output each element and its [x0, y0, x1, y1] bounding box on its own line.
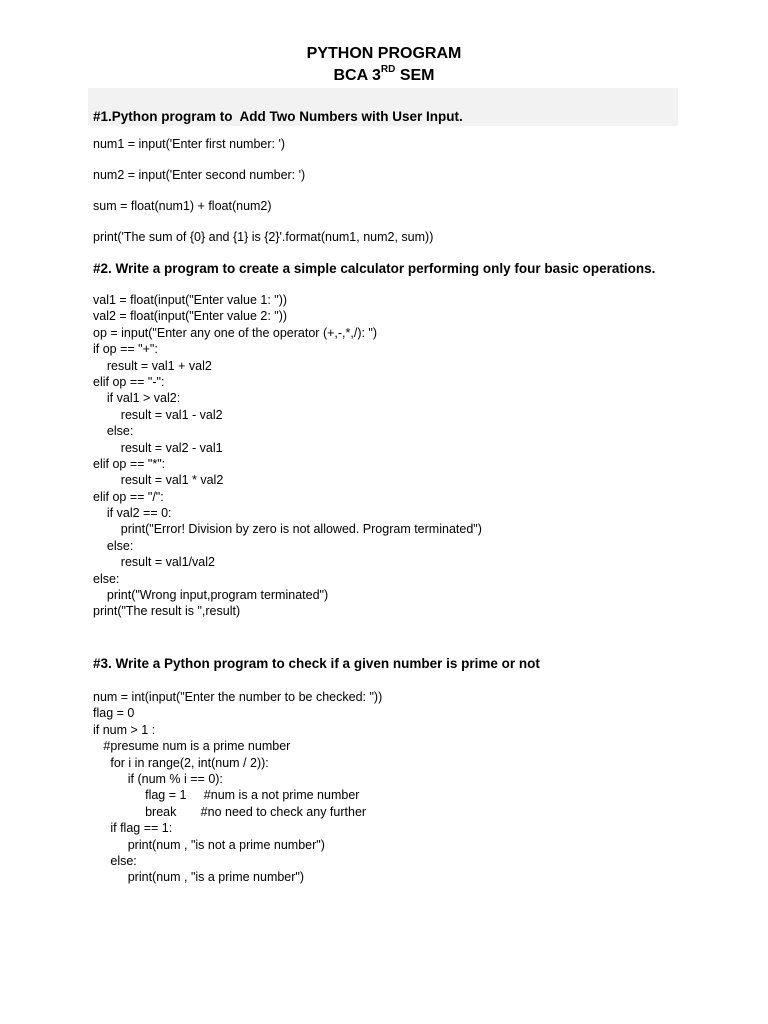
code-line: for i in range(2, int(num / 2)):	[93, 755, 269, 770]
code-line: if (num % i == 0):	[93, 771, 223, 786]
code-line: print("Error! Division by zero is not allowed. Program terminated")	[93, 522, 482, 537]
code-line: sum = float(num1) + float(num2)	[93, 199, 272, 213]
code-line: #presume num is a prime number	[93, 739, 291, 754]
code-line: result = val1 * val2	[93, 473, 224, 488]
code-line: if val2 == 0:	[93, 506, 172, 521]
code-line: result = val1/val2	[93, 555, 215, 570]
code-line: if op == "+":	[93, 342, 158, 357]
code-line: result = val2 - val1	[93, 440, 223, 455]
code-line: val1 = float(input("Enter value 1: "))	[93, 293, 288, 307]
code-line: else:	[93, 538, 134, 553]
code-line: op = input("Enter any one of the operator (+,-,*,/): ")	[93, 325, 378, 340]
code-line: elif op == "-":	[93, 374, 165, 389]
code-line: print(num , "is a prime number")	[93, 870, 305, 885]
code-line: print(num , "is not a prime number")	[93, 837, 325, 852]
subtitle-tail: SEM	[395, 67, 435, 84]
section-2-code	[93, 292, 482, 620]
code-line: elif op == "*":	[93, 456, 166, 471]
document-subtitle	[0, 63, 768, 86]
section-2-heading: #2. Write a program to create a simple calculator performing only four basic operations.	[93, 261, 656, 276]
code-line: num2 = input('Enter second number: ')	[93, 168, 306, 182]
section-1-heading: #1.Python program to Add Two Numbers with User Input.	[93, 109, 463, 124]
code-line: break #no need to check any further	[93, 804, 367, 819]
code-line: if val1 > val2:	[93, 391, 181, 406]
code-line: else:	[93, 853, 137, 868]
section-3-heading: #3. Write a Python program to check if a given number is prime or not	[93, 656, 540, 671]
subtitle-superscript: RD	[380, 63, 396, 75]
code-line: val2 = float(input("Enter value 2: "))	[93, 309, 288, 324]
code-line: result = val1 + val2	[93, 358, 212, 373]
code-line: print("Wrong input,program terminated")	[93, 588, 329, 603]
code-line: if flag == 1:	[93, 821, 173, 836]
code-line: else:	[93, 424, 134, 439]
section-3-code	[93, 689, 382, 886]
code-line: elif op == "/":	[93, 489, 164, 504]
section-1-code	[93, 136, 433, 260]
code-line: print("The result is ",result)	[93, 604, 241, 619]
code-line: print('The sum of {0} and {1} is {2}'.format(num1, num2, sum))	[93, 230, 434, 244]
code-line: flag = 1 #num is a not prime number	[93, 788, 360, 803]
code-line: if num > 1 :	[93, 722, 156, 737]
code-line: result = val1 - val2	[93, 407, 223, 422]
code-line: else:	[93, 571, 120, 586]
subtitle-main: BCA 3	[333, 67, 381, 84]
code-line: num = int(input("Enter the number to be checked: "))	[93, 690, 383, 704]
code-line: flag = 0	[93, 706, 135, 721]
code-line: num1 = input('Enter first number: ')	[93, 137, 286, 151]
document-title: PYTHON PROGRAM	[306, 45, 462, 62]
